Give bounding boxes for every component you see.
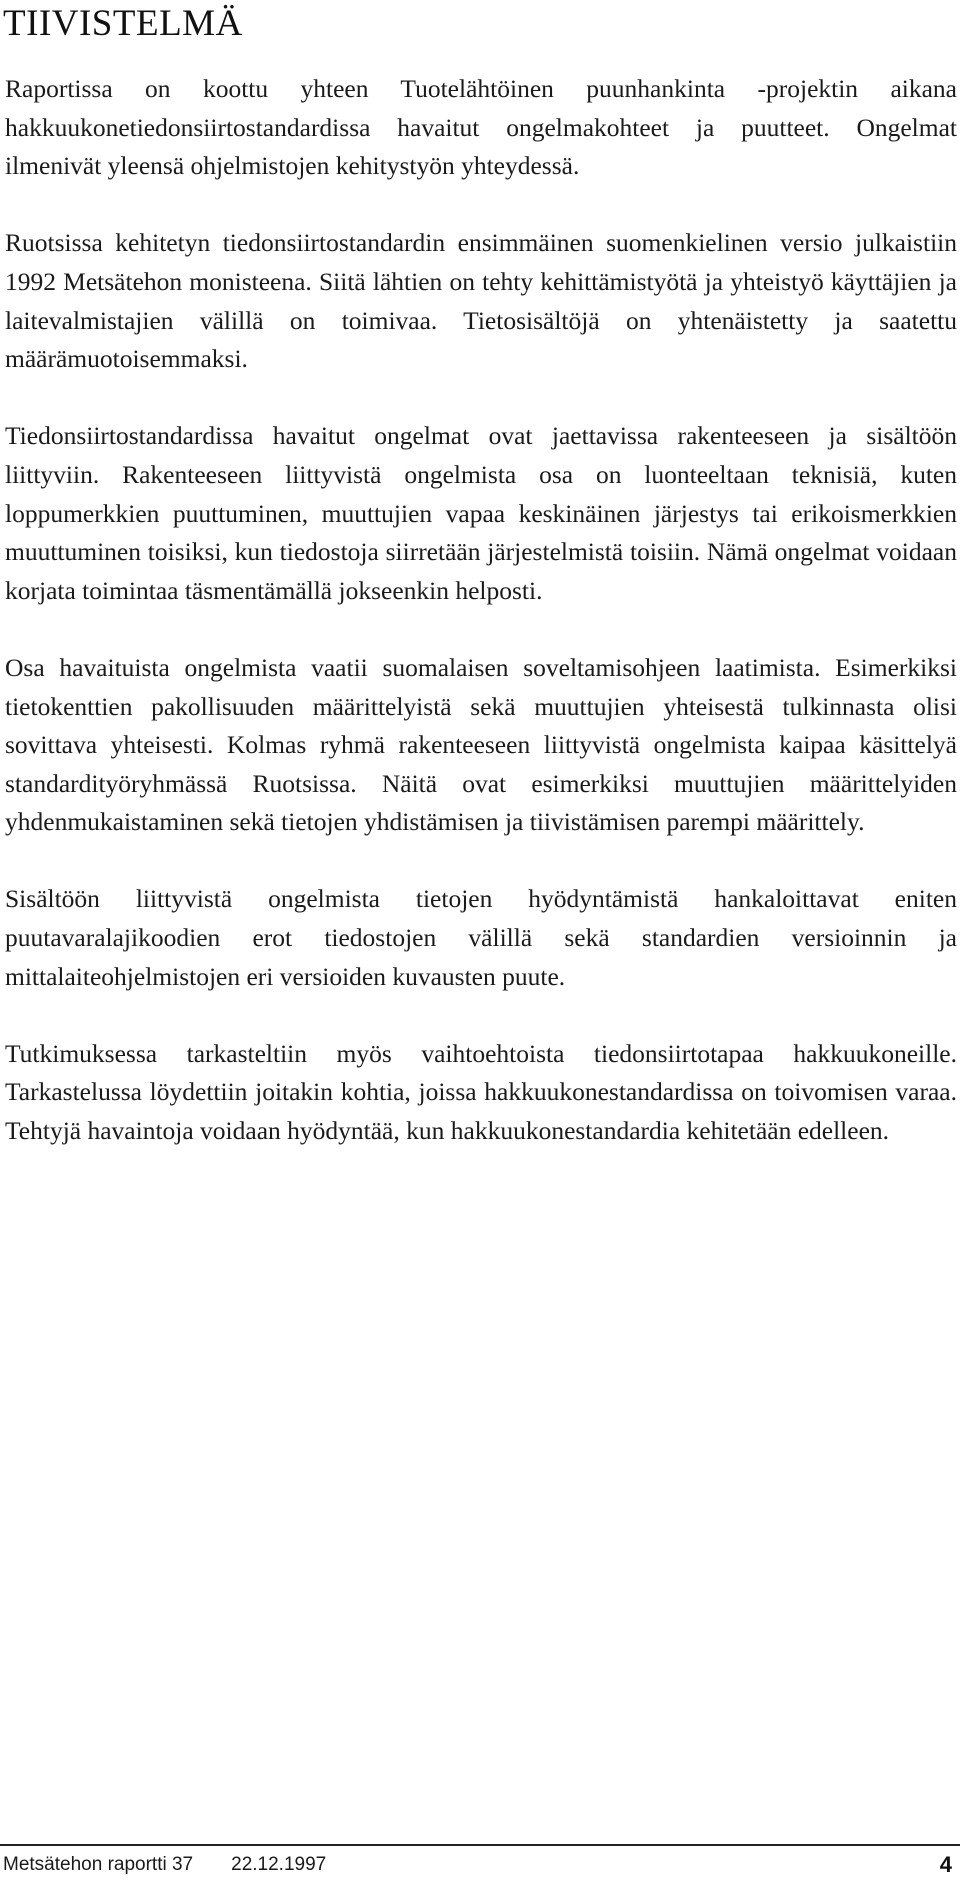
paragraph-2: Ruotsissa kehitetyn tiedonsiirtostandardin ensimmäinen suomenkielinen versio julkaistiin 1992 Metsätehon monisteena. Siitä lähtien on tehty kehittämistyötä ja yhteistyö käyttäjien ja laitevalmistajien välillä on toimivaa. Tietosisältöjä on yhtenäistetty ja saatettu määrämuotoisemmaksi. xyxy=(5,228,957,374)
paragraph-3: Tiedonsiirtostandardissa havaitut ongelmat ovat jaettavissa rakenteeseen ja sisältöön liittyviin. Rakenteeseen liittyvistä ongelmista osa on luonteeltaan teknisiä, kuten loppumerkkien puuttuminen, muuttujien vapaa keskinäinen järjestys tai erikoismerkkien muuttuminen toisiksi, kun tiedostoja siirretään järjestelmistä toisiin. Nämä ongelmat voidaan korjata toimintaa täsmentämällä jokseenkin helposti. xyxy=(5,421,957,605)
summary-body xyxy=(5,70,957,1151)
paragraph-4: Osa havaituista ongelmista vaatii suomalaisen soveltamisohjeen laatimista. Esimerkiksi tietokenttien pakollisuuden määrittelyistä sekä muuttujien yhteisestä tulkinnasta olisi sovittava yhteisesti. Kolmas ryhmä rakenteeseen liittyvistä ongelmista kaipaa käsittelyä standardityöryhmässä Ruotsissa. Näitä ovat esimerkiksi muuttujien määrittelyiden yhdenmukaistaminen sekä tietojen yhdistämisen ja tiivistämisen parempi määrittely. xyxy=(5,652,957,837)
paragraph-1: Raportissa on koottu yhteen Tuotelähtöinen puunhankinta -projektin aikana hakkuukonetiedonsiirtostandardissa havaitut ongelmakohteet ja puutteet. Ongelmat ilmenivät yleensä ohjelmistojen kehitystyön yhteydessä. xyxy=(5,74,957,181)
page-title: TIIVISTELMÄ xyxy=(3,3,243,44)
paragraph-6: Tutkimuksessa tarkasteltiin myös vaihtoehtoista tiedonsiirtotapaa hakkuukoneille. Tarkastelussa löydettiin joitakin kohtia, joissa hakkuukonestandardissa on toivomisen varaa. Tehtyjä havaintoja voidaan hyödyntää, kun hakkuukonestandardia kehitetään edelleen. xyxy=(5,1038,957,1146)
paragraph-5: Sisältöön liittyvistä ongelmista tietojen hyödyntämistä hankaloittavat eniten puutavaralajikoodien erot tiedostojen välillä sekä standardien versioinnin ja mittalaiteohjelmistojen eri versioiden kuvausten puute. xyxy=(5,884,957,991)
footer-divider xyxy=(0,1844,960,1846)
page-number: 4 xyxy=(939,1852,952,1877)
footer-info xyxy=(3,1854,326,1876)
footer-date: 22.12.1997 xyxy=(231,1854,327,1875)
footer-publication: Metsätehon raportti 37 xyxy=(3,1854,194,1875)
